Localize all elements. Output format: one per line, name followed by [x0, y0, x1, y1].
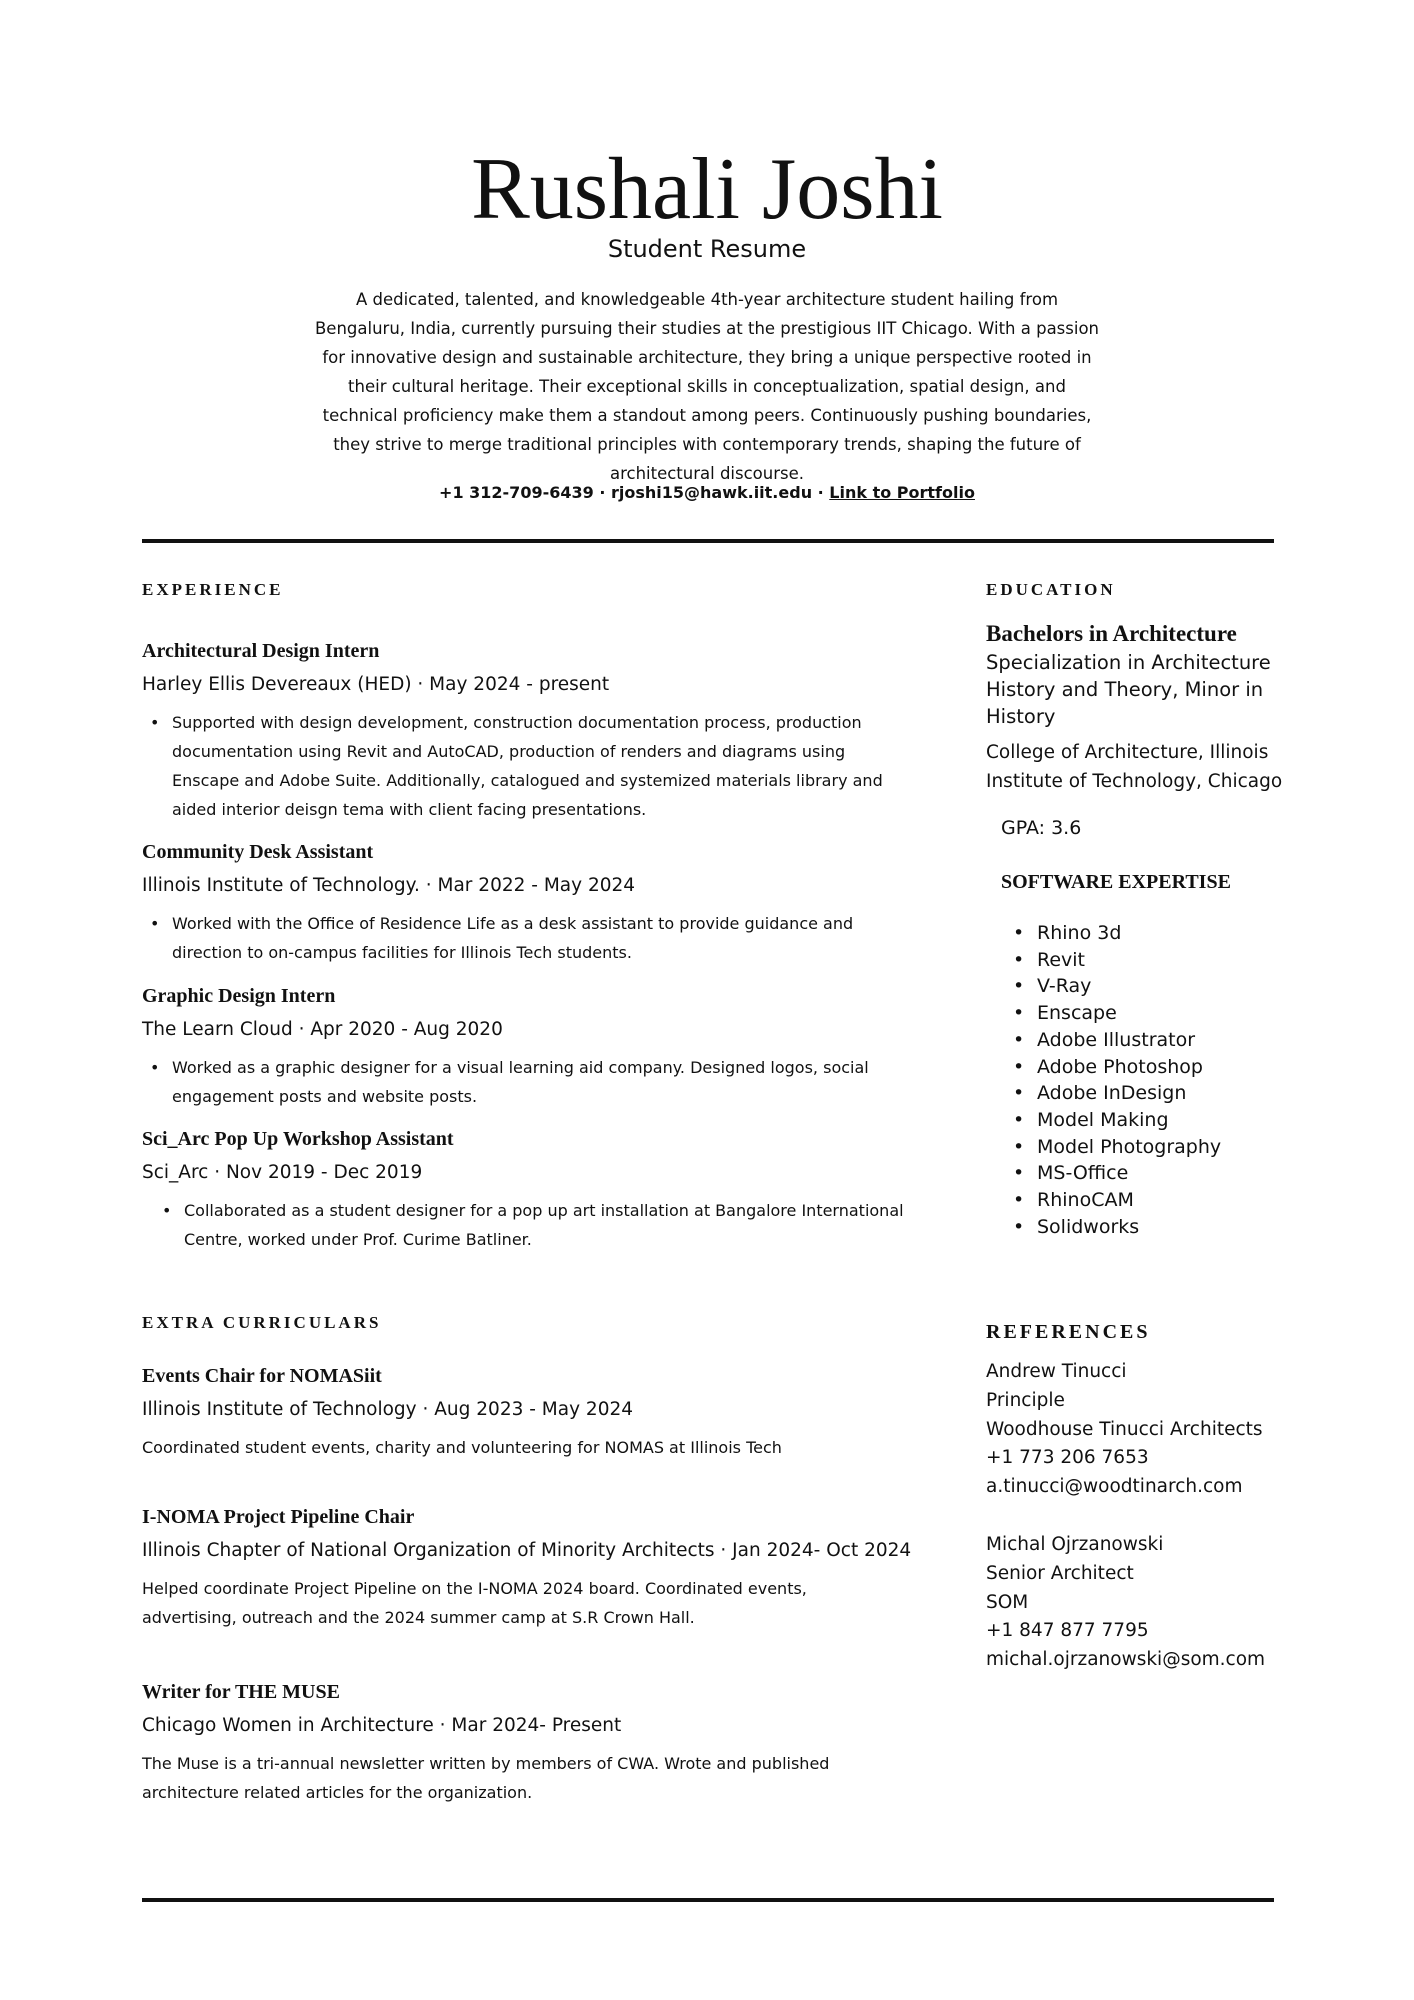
extra-curriculars-heading: EXTRA CURRICULARS — [142, 1313, 382, 1332]
software-item: • Rhino 3d — [1001, 920, 1281, 947]
degree-specialization: Specialization in Architecture History and Theory, Minor in History — [986, 651, 1271, 728]
extra-entry — [142, 1503, 912, 1632]
job-bullet: • Worked as a graphic designer for a visual learning aid company. Designed logos, social engagement posts and website posts. — [142, 1053, 894, 1111]
software-heading: SOFTWARE EXPERTISE — [1001, 871, 1231, 893]
candidate-name: Rushali Joshi — [471, 141, 943, 238]
software-item: • Adobe InDesign — [1001, 1080, 1281, 1107]
degree-title: Bachelors in Architecture — [986, 621, 1237, 646]
extra-entry — [142, 1678, 912, 1807]
job-title: Architectural Design Intern — [142, 640, 380, 662]
job-bullet: • Supported with design development, construction documentation process, production documentation using Revit and AutoCAD, production of renders and diagrams using Enscape and Adobe Suite. Additionally, catalogued and systemized materials library and aided interior deisgn tema with client facing presentations. — [142, 708, 894, 824]
job-bullets — [142, 909, 894, 967]
extra-title: Writer for THE MUSE — [142, 1681, 340, 1703]
reference-company: SOM — [986, 1591, 1029, 1613]
profile-summary: A dedicated, talented, and knowledgeable 4th-year architecture student hailing from Bengaluru, India, currently pursuing their studies at the prestigious IIT Chicago. With a passion for innovative design and sustainable architecture, they bring a unique perspective rooted in their cultural heritage. Their exceptional skills in conceptualization, spatial design, and technical proficiency make them a standout among peers. Continuously pushing boundaries, they strive to merge traditional principles with contemporary trends, shaping the future of architectural discourse. — [314, 290, 1100, 483]
reference-company: Woodhouse Tinucci Architects — [986, 1418, 1263, 1440]
job-entry — [142, 1125, 912, 1254]
software-item: • Model Photography — [1001, 1134, 1281, 1161]
extra-title: Events Chair for NOMASiit — [142, 1365, 382, 1387]
education-block — [986, 619, 1286, 796]
reference-entry — [986, 1358, 1286, 1502]
job-title: Community Desk Assistant — [142, 841, 374, 863]
extra-org: Illinois Chapter of National Organization of Minority Architects · Jan 2024- Oct 2024 — [142, 1540, 912, 1561]
school-name: College of Architecture, Illinois Institute of Technology, Chicago — [986, 742, 1283, 792]
job-org: Sci_Arc · Nov 2019 - Dec 2019 — [142, 1162, 423, 1183]
job-title: Sci_Arc Pop Up Workshop Assistant — [142, 1128, 454, 1150]
reference-name: Michal Ojrzanowski — [986, 1534, 1164, 1555]
job-title: Graphic Design Intern — [142, 985, 336, 1007]
job-entry — [142, 982, 912, 1111]
software-item: • RhinoCAM — [1001, 1187, 1281, 1214]
job-org: The Learn Cloud · Apr 2020 - Aug 2020 — [142, 1019, 503, 1040]
reference-name: Andrew Tinucci — [986, 1361, 1127, 1382]
reference-role: Senior Architect — [986, 1562, 1134, 1584]
portfolio-link[interactable]: Link to Portfolio — [829, 483, 975, 502]
software-item: • Solidworks — [1001, 1214, 1281, 1241]
software-item: • V-Ray — [1001, 973, 1281, 1000]
job-bullet: • Worked with the Office of Residence Life as a desk assistant to provide guidance and direction to on-campus facilities for Illinois Tech students. — [142, 909, 894, 967]
reference-email: a.tinucci@woodtinarch.com — [986, 1476, 1243, 1498]
top-divider — [142, 539, 1274, 543]
job-entry — [142, 637, 912, 824]
gpa: GPA: 3.6 — [1001, 817, 1082, 839]
job-bullets — [142, 1196, 924, 1254]
job-entry — [142, 838, 912, 967]
extra-description: Coordinated student events, charity and volunteering for NOMAS at Illinois Tech — [142, 1438, 782, 1457]
software-item: • Enscape — [1001, 1000, 1281, 1027]
software-item: • Adobe Illustrator — [1001, 1027, 1281, 1054]
reference-email: michal.ojrzanowski@som.com — [986, 1649, 1266, 1671]
software-list — [1001, 920, 1281, 1240]
job-bullets — [142, 708, 894, 824]
job-bullet: • Collaborated as a student designer for a pop up art installation at Bangalore International Centre, worked under Prof. Curime Batliner. — [154, 1196, 924, 1254]
reference-phone: +1 773 206 7653 — [986, 1447, 1149, 1469]
reference-role: Principle — [986, 1389, 1065, 1411]
extra-org: Illinois Institute of Technology · Aug 2023 - May 2024 — [142, 1399, 633, 1420]
extra-description: The Muse is a tri-annual newsletter written by members of CWA. Wrote and published architecture related articles for the organization. — [142, 1754, 830, 1802]
extra-description: Helped coordinate Project Pipeline on the I-NOMA 2024 board. Coordinated events, advertising, outreach and the 2024 summer camp at S.R Crown Hall. — [142, 1579, 807, 1627]
software-item: • Model Making — [1001, 1107, 1281, 1134]
experience-heading: EXPERIENCE — [142, 580, 284, 599]
education-heading: EDUCATION — [986, 580, 1116, 599]
contact-line — [0, 481, 1414, 505]
software-item: • Adobe Photoshop — [1001, 1054, 1281, 1081]
job-bullets — [142, 1053, 894, 1111]
reference-entry — [986, 1531, 1286, 1675]
extra-org: Chicago Women in Architecture · Mar 2024- Present — [142, 1715, 622, 1736]
job-org: Illinois Institute of Technology. · Mar 2022 - May 2024 — [142, 875, 636, 896]
extra-entry — [142, 1362, 912, 1462]
extra-title: I-NOMA Project Pipeline Chair — [142, 1506, 415, 1528]
software-item: • Revit — [1001, 947, 1281, 974]
references-heading: REFERENCES — [986, 1321, 1151, 1343]
contact-details: +1 312-709-6439 · rjoshi15@hawk.iit.edu · — [439, 483, 830, 502]
bottom-divider — [142, 1898, 1274, 1902]
job-org: Harley Ellis Devereaux (HED) · May 2024 - present — [142, 674, 610, 695]
software-item: • MS-Office — [1001, 1160, 1281, 1187]
reference-phone: +1 847 877 7795 — [986, 1620, 1149, 1642]
resume-subtitle: Student Resume — [607, 235, 807, 263]
